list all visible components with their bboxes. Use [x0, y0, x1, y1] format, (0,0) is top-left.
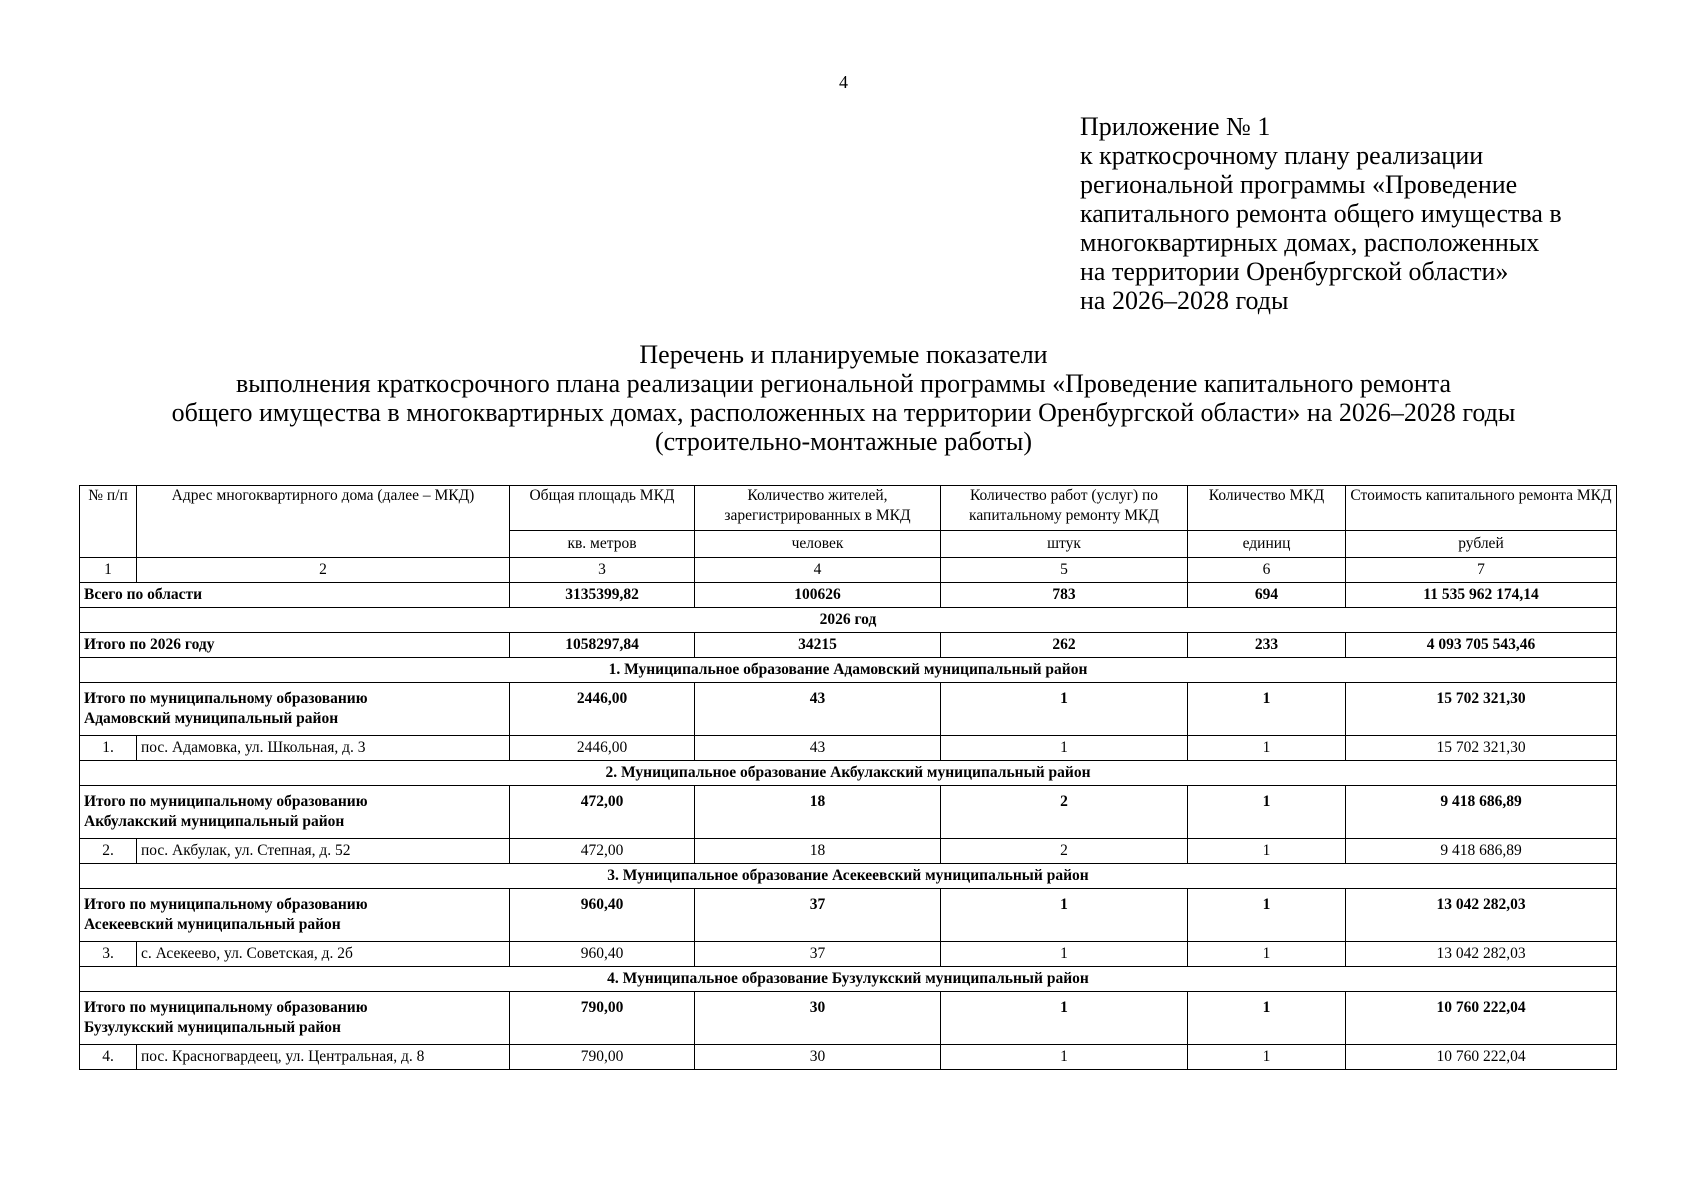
header-mkd-count: Количество МКД — [1188, 486, 1346, 531]
item-num: 3. — [80, 942, 137, 967]
header-area: Общая площадь МКД — [510, 486, 695, 531]
column-number: 5 — [941, 558, 1188, 583]
total-region-works: 783 — [941, 583, 1188, 608]
subtotal-label-line: Адамовский муниципальный район — [84, 710, 339, 727]
unit-works: штук — [941, 531, 1188, 558]
subtotal-works: 1 — [941, 683, 1188, 736]
item-cost: 15 702 321,30 — [1346, 736, 1617, 761]
municipality-header: 1. Муниципальное образование Адамовский муниципальный район — [80, 658, 1617, 683]
column-number: 1 — [80, 558, 137, 583]
page-number: 4 — [839, 72, 848, 92]
title-line: общего имущества в многоквартирных домах, расположенных на территории Оренбургской области» на 2026–2028 годы — [171, 398, 1516, 427]
appendix-line: на территории Оренбургской области» — [1080, 257, 1509, 286]
appendix-line: многоквартирных домах, расположенных — [1080, 228, 1540, 257]
item-address: пос. Акбулак, ул. Степная, д. 52 — [137, 839, 510, 864]
title-line: (строительно-монтажные работы) — [655, 427, 1032, 456]
subtotal-area: 472,00 — [510, 786, 695, 839]
total-region-residents: 100626 — [695, 583, 941, 608]
appendix-line: капитального ремонта общего имущества в — [1080, 199, 1562, 228]
column-number: 3 — [510, 558, 695, 583]
item-residents: 18 — [695, 839, 941, 864]
year-header-row — [80, 608, 1617, 633]
subtotal-label — [80, 889, 510, 942]
item-mkd-count: 1 — [1188, 942, 1346, 967]
unit-cost: рублей — [1346, 531, 1617, 558]
year-total-area: 1058297,84 — [510, 633, 695, 658]
year-total-works: 262 — [941, 633, 1188, 658]
column-number: 6 — [1188, 558, 1346, 583]
subtotal-label-line: Бузулукский муниципальный район — [84, 1019, 341, 1036]
header-row — [80, 486, 1617, 531]
item-residents: 43 — [695, 736, 941, 761]
total-region-row — [80, 583, 1617, 608]
subtotal-label-line: Итого по муниципальному образованию — [84, 896, 368, 913]
municipality-subtotal-row — [80, 992, 1617, 1045]
table-row — [80, 736, 1617, 761]
header-num: № п/п — [80, 486, 137, 558]
item-works: 1 — [941, 1045, 1188, 1070]
subtotal-mkd-count: 1 — [1188, 683, 1346, 736]
year-total-mkd-count: 233 — [1188, 633, 1346, 658]
subtotal-cost: 13 042 282,03 — [1346, 889, 1617, 942]
municipality-header: 4. Муниципальное образование Бузулукский муниципальный район — [80, 967, 1617, 992]
report-table — [79, 485, 1617, 1070]
item-num: 2. — [80, 839, 137, 864]
table-row — [80, 942, 1617, 967]
item-mkd-count: 1 — [1188, 839, 1346, 864]
municipality-subtotal-row — [80, 683, 1617, 736]
subtotal-works: 2 — [941, 786, 1188, 839]
municipality-header: 3. Муниципальное образование Асекеевский муниципальный район — [80, 864, 1617, 889]
subtotal-label-line: Итого по муниципальному образованию — [84, 690, 368, 707]
municipality-header-row — [80, 967, 1617, 992]
subtotal-label-line: Итого по муниципальному образованию — [84, 999, 368, 1016]
municipality-header-row — [80, 864, 1617, 889]
subtotal-mkd-count: 1 — [1188, 992, 1346, 1045]
total-region-area: 3135399,82 — [510, 583, 695, 608]
subtotal-area: 2446,00 — [510, 683, 695, 736]
title-line: выполнения краткосрочного плана реализации региональной программы «Проведение капитального ремонта — [236, 369, 1451, 398]
document-title — [0, 340, 1687, 456]
subtotal-cost: 15 702 321,30 — [1346, 683, 1617, 736]
subtotal-label — [80, 683, 510, 736]
subtotal-label — [80, 786, 510, 839]
subtotal-cost: 10 760 222,04 — [1346, 992, 1617, 1045]
item-cost: 10 760 222,04 — [1346, 1045, 1617, 1070]
header-residents: Количество жителей, зарегистрированных в МКД — [695, 486, 941, 531]
item-residents: 37 — [695, 942, 941, 967]
subtotal-residents: 43 — [695, 683, 941, 736]
appendix-line: Приложение № 1 — [1080, 112, 1271, 141]
municipality-subtotal-row — [80, 889, 1617, 942]
unit-mkd-count: единиц — [1188, 531, 1346, 558]
subtotal-mkd-count: 1 — [1188, 786, 1346, 839]
municipality-header-row — [80, 658, 1617, 683]
subtotal-label-line: Итого по муниципальному образованию — [84, 793, 368, 810]
title-line: Перечень и планируемые показатели — [639, 340, 1048, 369]
subtotal-residents: 30 — [695, 992, 941, 1045]
header-works: Количество работ (услуг) по капитальному ремонту МКД — [941, 486, 1188, 531]
item-mkd-count: 1 — [1188, 1045, 1346, 1070]
item-address: пос. Красногвардеец, ул. Центральная, д. 8 — [137, 1045, 510, 1070]
item-area: 960,40 — [510, 942, 695, 967]
item-residents: 30 — [695, 1045, 941, 1070]
subtotal-works: 1 — [941, 992, 1188, 1045]
item-area: 472,00 — [510, 839, 695, 864]
unit-residents: человек — [695, 531, 941, 558]
municipality-subtotal-row — [80, 786, 1617, 839]
subtotal-label — [80, 992, 510, 1045]
total-region-mkd-count: 694 — [1188, 583, 1346, 608]
subtotal-residents: 18 — [695, 786, 941, 839]
header-address: Адрес многоквартирного дома (далее – МКД) — [137, 486, 510, 558]
subtotal-label-line: Асекеевский муниципальный район — [84, 916, 341, 933]
total-region-cost: 11 535 962 174,14 — [1346, 583, 1617, 608]
item-num: 1. — [80, 736, 137, 761]
year-total-cost: 4 093 705 543,46 — [1346, 633, 1617, 658]
year-total-residents: 34215 — [695, 633, 941, 658]
item-area: 790,00 — [510, 1045, 695, 1070]
unit-area: кв. метров — [510, 531, 695, 558]
subtotal-works: 1 — [941, 889, 1188, 942]
subtotal-label-line: Акбулакский муниципальный район — [84, 813, 345, 830]
year-total-row — [80, 633, 1617, 658]
column-number: 4 — [695, 558, 941, 583]
subtotal-area: 960,40 — [510, 889, 695, 942]
item-address: пос. Адамовка, ул. Школьная, д. 3 — [137, 736, 510, 761]
table-row — [80, 839, 1617, 864]
appendix-line: к краткосрочному плану реализации — [1080, 141, 1484, 170]
total-region-label: Всего по области — [80, 583, 510, 608]
appendix-line: региональной программы «Проведение — [1080, 170, 1518, 199]
year-label: 2026 год — [80, 608, 1617, 633]
subtotal-area: 790,00 — [510, 992, 695, 1045]
column-number: 2 — [137, 558, 510, 583]
item-cost: 9 418 686,89 — [1346, 839, 1617, 864]
municipality-header: 2. Муниципальное образование Акбулакский муниципальный район — [80, 761, 1617, 786]
item-works: 1 — [941, 942, 1188, 967]
item-cost: 13 042 282,03 — [1346, 942, 1617, 967]
subtotal-cost: 9 418 686,89 — [1346, 786, 1617, 839]
item-address: с. Асекеево, ул. Советская, д. 2б — [137, 942, 510, 967]
column-numbers-row — [80, 558, 1617, 583]
appendix-block — [1080, 112, 1640, 315]
table-row — [80, 1045, 1617, 1070]
subtotal-mkd-count: 1 — [1188, 889, 1346, 942]
item-area: 2446,00 — [510, 736, 695, 761]
municipality-header-row — [80, 761, 1617, 786]
item-works: 1 — [941, 736, 1188, 761]
item-works: 2 — [941, 839, 1188, 864]
item-mkd-count: 1 — [1188, 736, 1346, 761]
header-cost: Стоимость капитального ремонта МКД — [1346, 486, 1617, 531]
subtotal-residents: 37 — [695, 889, 941, 942]
year-total-label: Итого по 2026 году — [80, 633, 510, 658]
appendix-line: на 2026–2028 годы — [1080, 286, 1289, 315]
column-number: 7 — [1346, 558, 1617, 583]
item-num: 4. — [80, 1045, 137, 1070]
